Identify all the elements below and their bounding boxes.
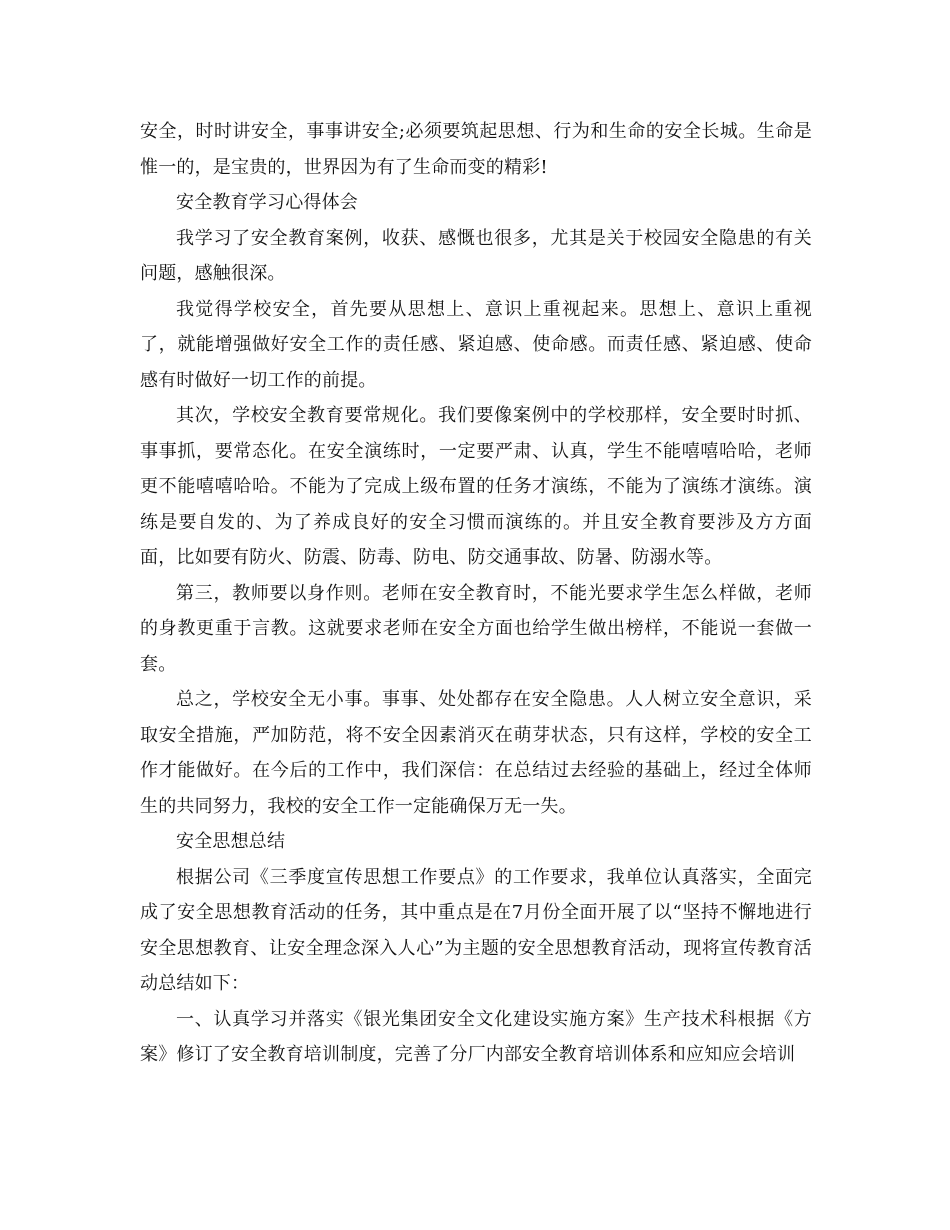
paragraph: 第三，教师要以身作则。老师在安全教育时，不能光要求学生怎么样做，老师的身教更重于言教。这就要求老师在安全方面也给学生做出榜样，不能说一套做一套。 — [140, 582, 812, 675]
paragraph: 根据公司《三季度宣传思想工作要点》的工作要求，我单位认真落实，全面完成了安全思想教育活动的任务，其中重点是在7月份全面开展了以“坚持不懈地进行安全思想教育、让安全理念深入人心”为主题的安全思想教育活动，现将宣传教育活动总结如下： — [140, 866, 812, 994]
paragraph: 总之，学校安全无小事。事事、处处都存在安全隐患。人人树立安全意识，采取安全措施，严加防范，将不安全因素消灭在萌芽状态，只有这样，学校的安全工作才能做好。在今后的工作中，我们深信：在总结过去经验的基础上，经过全体师生的共同努力，我校的安全工作一定能确保万无一失。 — [140, 689, 812, 817]
section-heading-safety-education-reflections: 安全教育学习心得体会 — [176, 192, 358, 213]
paragraph: 一、认真学习并落实《银光集团安全文化建设实施方案》生产技术科根据《方案》修订了安全教育培训制度，完善了分厂内部安全教育培训体系和应知应会培训 — [140, 1008, 812, 1065]
section-heading-safety-thought-summary: 安全思想总结 — [176, 831, 286, 852]
paragraph: 其次，学校安全教育要常规化。我们要像案例中的学校那样，安全要时时抓、事事抓，要常态化。在安全演练时，一定要严肃、认真，学生不能嘻嘻哈哈，老师更不能嘻嘻哈哈。不能为了完成上级布置的任务才演练，不能为了演练才演练。演练是要自发的、为了养成良好的安全习惯而演练的。并且安全教育要涉及方方面面，比如要有防火、防震、防毒、防电、防交通事故、防暑、防溺水等。 — [140, 405, 812, 568]
paragraph: 我学习了安全教育案例，收获、感慨也很多，尤其是关于校园安全隐患的有关问题，感触很深。 — [140, 227, 812, 284]
document-page — [140, 114, 812, 1073]
paragraph-intro-continuation: 安全，时时讲安全，事事讲安全;必须要筑起思想、行为和生命的安全长城。生命是惟一的，是宝贵的，世界因为有了生命而变的精彩! — [140, 121, 812, 178]
paragraph: 我觉得学校安全，首先要从思想上、意识上重视起来。思想上、意识上重视了，就能增强做好安全工作的责任感、紧迫感、使命感。而责任感、紧迫感、使命感有时做好一切工作的前提。 — [140, 298, 812, 391]
